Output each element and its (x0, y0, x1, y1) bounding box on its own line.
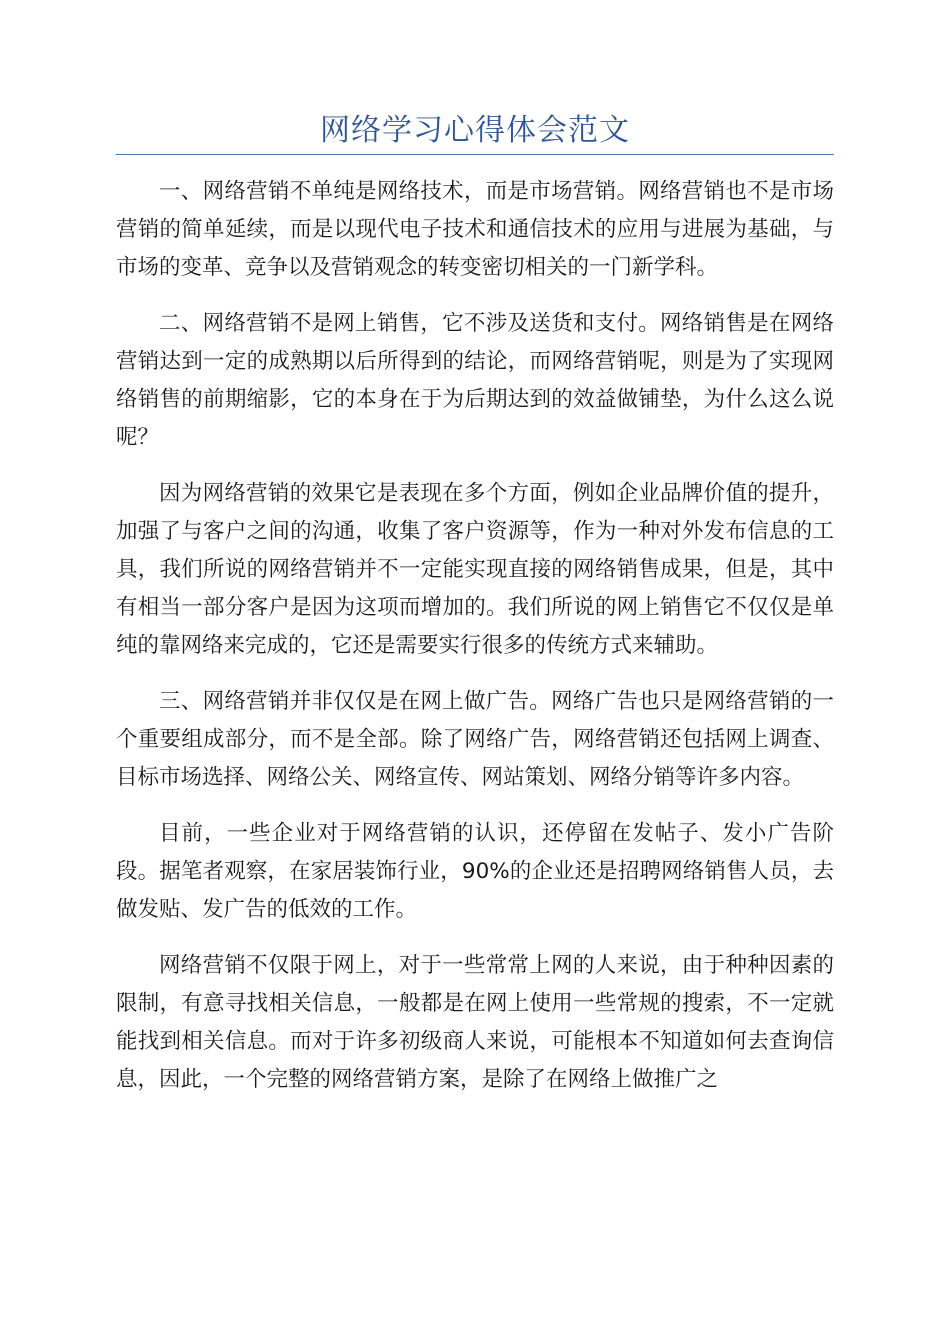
paragraph-3: 因为网络营销的效果它是表现在多个方面，例如企业品牌价值的提升，加强了与客户之间的沟通，收集了客户资源等，作为一种对外发布信息的工具，我们所说的网络营销并不一定能实现直接的网络销售成果，但是，其中有相当一部分客户是因为这项而增加的。我们所说的网上销售它不仅仅是单纯的靠网络来完成的，它还是需要实行很多的传统方式来辅助。 (116, 481, 834, 658)
title-underline (116, 154, 834, 155)
paragraph-4: 三、网络营销并非仅仅是在网上做广告。网络广告也只是网络营销的一个重要组成部分，而不是全部。除了网络广告，网络营销还包括网上调查、目标市场选择、网络公关、网络宣传、网站策划、网络分销等许多内容。 (116, 689, 834, 790)
document-body (116, 173, 834, 1117)
paragraph-5: 目前，一些企业对于网络营销的认识，还停留在发帖子、发小广告阶段。据笔者观察，在家居装饰行业，90%的企业还是招聘网络销售人员，去做发贴、发广告的低效的工作。 (116, 821, 834, 922)
paragraph-1: 一、网络营销不单纯是网络技术，而是市场营销。网络营销也不是市场营销的简单延续，而是以现代电子技术和通信技术的应用与进展为基础，与市场的变革、竞争以及营销观念的转变密切相关的一门新学科。 (116, 179, 834, 280)
paragraph-2: 二、网络营销不是网上销售，它不涉及送货和支付。网络销售是在网络营销达到一定的成熟期以后所得到的结论，而网络营销呢，则是为了实现网络销售的前期缩影，它的本身在于为后期达到的效益做铺垫，为什么这么说呢？ (116, 311, 834, 450)
document-title: 网络学习心得体会范文 (320, 113, 630, 148)
paragraph-6: 网络营销不仅限于网上，对于一些常常上网的人来说，由于种种因素的限制，有意寻找相关信息，一般都是在网上使用一些常规的搜索，不一定就能找到相关信息。而对于许多初级商人来说，可能根本不知道如何去查询信息，因此，一个完整的网络营销方案，是除了在网络上做推广之 (116, 953, 834, 1092)
